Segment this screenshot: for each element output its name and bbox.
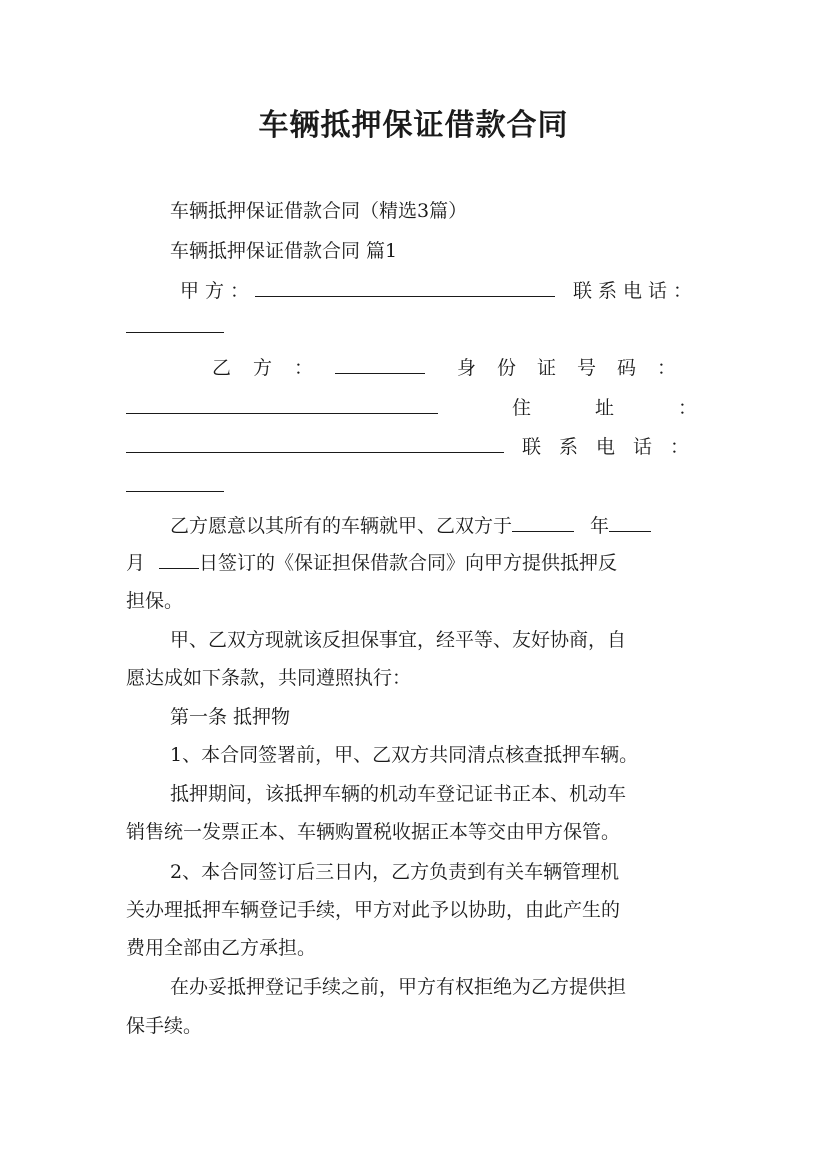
party-a-phone-row: [126, 306, 701, 346]
para1-line1: [170, 505, 701, 545]
party-b-address-blank: [126, 426, 504, 453]
para1-line2: [126, 542, 701, 582]
clause2-line1: 2、本合同签订后三日内，乙方负责到有关车辆管理机: [170, 861, 620, 883]
article1-heading: 第一条 抵押物: [170, 706, 291, 728]
section-heading: 车辆抵押保证借款合同 篇1: [170, 240, 398, 262]
year-label: 年: [590, 515, 610, 537]
party-a-phone-label: 联系电话：: [573, 280, 699, 302]
day-blank: [159, 542, 199, 569]
party-a-phone-blank: [126, 306, 224, 333]
para1-text-a: 乙方愿意以其所有的车辆就甲、乙双方于: [170, 515, 513, 537]
year-blank: [512, 505, 574, 532]
document-title: 车辆抵押保证借款合同: [258, 108, 569, 143]
year-value-blank: [609, 505, 651, 532]
clause1: 1、本合同签署前，甲、乙双方共同清点核查抵押车辆。: [170, 744, 639, 766]
party-b-id-blank: [126, 387, 438, 414]
party-b-address-row: [126, 426, 708, 466]
para2-line2: 愿达成如下条款，共同遵照执行：: [126, 667, 412, 689]
party-b-phone-blank: [126, 465, 224, 492]
month-label: 月: [126, 552, 146, 574]
party-b-label: 乙方：: [212, 357, 336, 379]
clause2-para-line2: 保手续。: [126, 1015, 203, 1037]
party-b-phone-label: 联系电话：: [522, 436, 708, 458]
clause2-para-line1: 在办妥抵押登记手续之前，甲方有权拒绝为乙方提供担: [170, 976, 627, 998]
party-a-name-blank: [255, 270, 555, 297]
party-b-phone-row: [126, 465, 701, 505]
para2-line1: 甲、乙双方现就该反担保事宜，经平等、友好协商，自: [170, 629, 627, 651]
party-a-row: [180, 270, 701, 310]
para1-text-b: 日签订的《保证担保借款合同》向甲方提供抵押反: [199, 552, 618, 574]
party-b-row: [212, 347, 698, 387]
document-subtitle: 车辆抵押保证借款合同（精选3篇）: [170, 200, 468, 222]
para1-line3: 担保。: [126, 590, 184, 612]
clause2-line3: 费用全部由乙方承担。: [126, 937, 317, 959]
clause2-line2: 关办理抵押车辆登记手续，甲方对此予以协助，由此产生的: [126, 899, 621, 921]
party-b-id-row: [126, 387, 762, 427]
clause1-para-line2: 销售统一发票正本、车辆购置税收据正本等交由甲方保管。: [126, 821, 621, 843]
party-a-label: 甲方：: [180, 280, 256, 302]
party-b-name-blank: [335, 347, 425, 374]
party-b-address-label: 住址：: [512, 397, 762, 419]
party-b-id-label: 身份证号码：: [457, 357, 698, 379]
clause1-para-line1: 抵押期间，该抵押车辆的机动车登记证书正本、机动车: [170, 783, 627, 805]
